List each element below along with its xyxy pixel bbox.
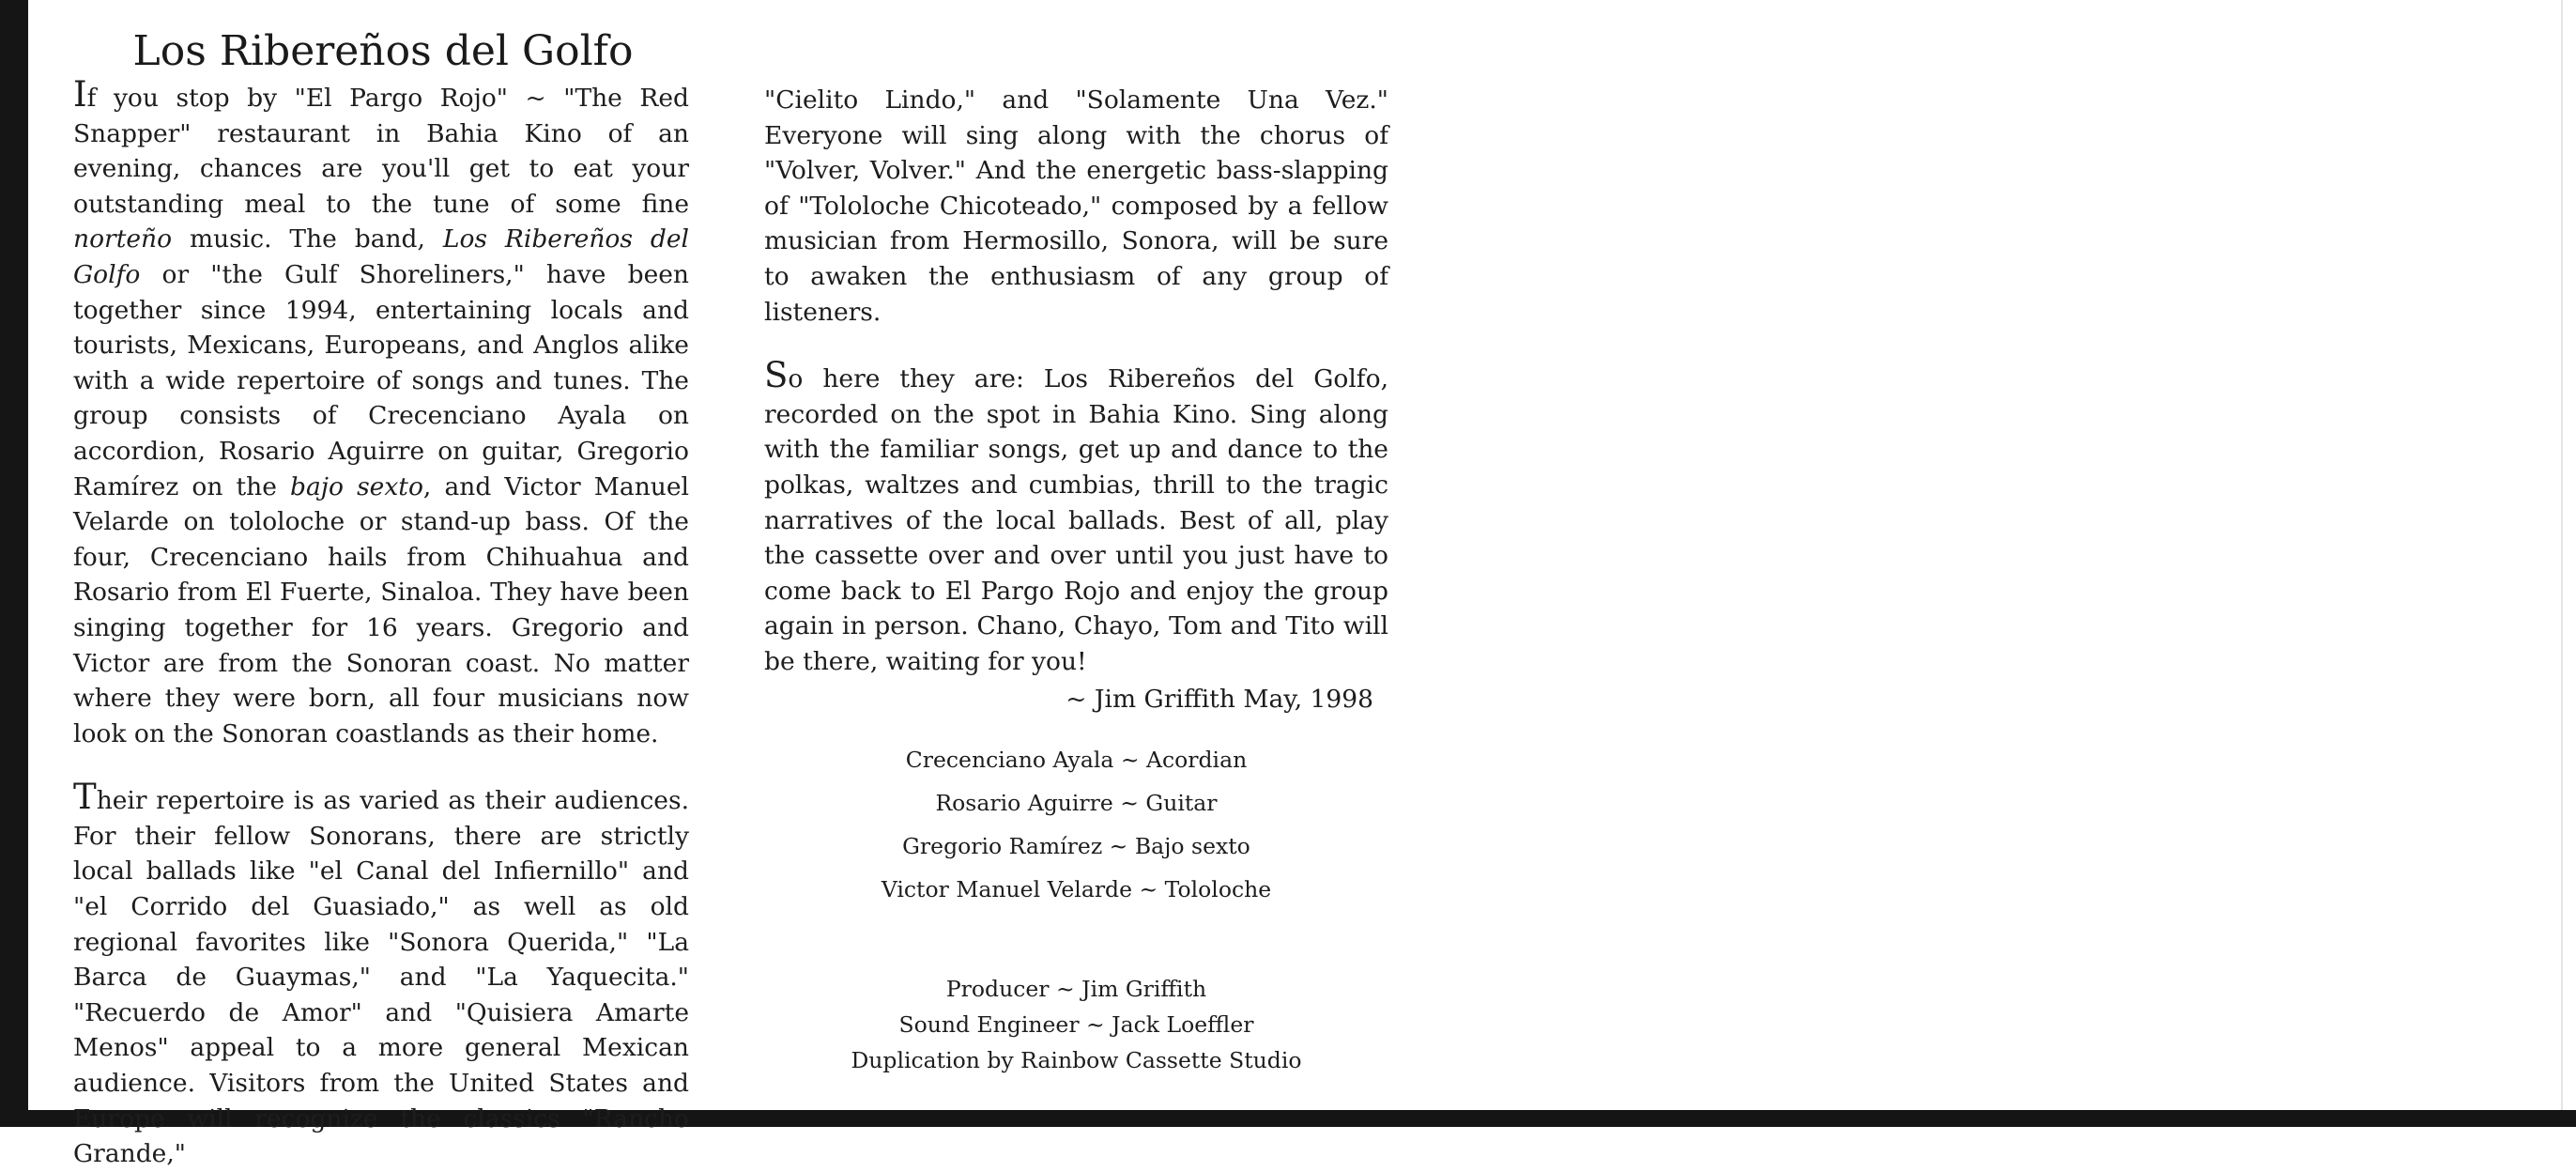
left-column — [73, 74, 689, 1172]
credit-line: Victor Manuel Velarde ~ Tololoche — [881, 876, 1272, 902]
page-title: Los Ribereños del Golfo — [132, 27, 634, 75]
production-credits — [764, 971, 1388, 1078]
credit-line: Rosario Aguirre ~ Guitar — [935, 790, 1218, 816]
musician-credits — [764, 738, 1388, 911]
paragraph-text: o here they are: Los Ribereños del Golfo, recorded on the spot in Bahia Kino. Sing along with the familiar songs, get up and dance to the polkas, waltzes and cumbias, thrill to the tragic narratives of the local ballads. Best of all, play the cassette over and over until you just have to come back to El Pargo Rojo and enjoy the group again in person. Chano, Chayo, Tom and Tito will be there, waiting for you! — [764, 364, 1388, 676]
credit-line: Gregorio Ramírez ~ Bajo sexto — [902, 833, 1250, 859]
middle-column — [764, 83, 1388, 717]
signature: ~ Jim Griffith May, 1998 — [1066, 684, 1373, 714]
intro-paragraph — [73, 74, 689, 751]
paragraph-text: heir repertoire is as varied as their audiences. For their fellow Sonorans, there are strictly local ballads like "el Canal del Infiernillo" and "el Corrido del Guasiado," as well as old regional favorites like "Sonora Querida," "La Barca de Guaymas," and "La Yaquecita." "Recuerdo de Amor" and "Quisiera Amarte Menos" appeal to a more general Mexican audience. Visitors from the United States and Europe will recognize the classics "Rancho Grande," — [73, 786, 689, 1169]
credit-line: Sound Engineer ~ Jack Loeffler — [898, 1011, 1254, 1038]
fold-line — [2561, 0, 2563, 1110]
dropcap: I — [73, 74, 87, 115]
continued-paragraph: "Cielito Lindo," and "Solamente Una Vez." Everyone will sing along with the chorus of "Volver, Volver." And the energetic bass-slapping of "Tololoche Chicoteado," composed by a fellow musician from Hermosillo, Sonora, will be sure to awaken the enthusiasm of any group of listeners. — [764, 85, 1388, 327]
italic-term: norteño — [73, 224, 173, 254]
italic-term: bajo sexto — [290, 471, 423, 501]
paragraph-text: , and Victor Manuel Velarde on tololoche or stand-up bass. Of the four, Crecenciano hails from Chihuahua and Rosario from El Fuerte, Sinaloa. They have been singing together for 16 years. Gregorio and Victor are from the Sonoran coast. No matter where they were born, all four musicians now look on the Sonoran coastlands as their home. — [73, 471, 689, 748]
paragraph-text: f you stop by "El Pargo Rojo" ~ "The Red Snapper" restaurant in Bahia Kino of an evening, chances are you'll get to eat your outstanding meal to the tune of some fine — [73, 84, 689, 219]
italic-band-name: Los Ribereños del Golfo — [73, 224, 689, 289]
dropcap: S — [764, 355, 789, 396]
closing-paragraph — [764, 355, 1388, 679]
paragraph-text: music. The band, — [172, 224, 443, 254]
paragraph-text: or "the Gulf Shoreliners," have been together since 1994, entertaining locals and tourists, Mexicans, Europeans, and Anglos alike with a wide repertoire of songs and tunes. The group consists of Crecenciano Ayala on accordion, Rosario Aguirre on guitar, Gregorio Ramírez on the — [73, 259, 689, 501]
dropcap: T — [73, 777, 97, 818]
scan-edge-left — [0, 0, 28, 1127]
credit-line: Producer ~ Jim Griffith — [945, 976, 1207, 1002]
credit-line: Crecenciano Ayala ~ Acordian — [905, 747, 1248, 773]
repertoire-paragraph — [73, 777, 689, 1172]
credit-line: Duplication by Rainbow Cassette Studio — [851, 1047, 1302, 1073]
